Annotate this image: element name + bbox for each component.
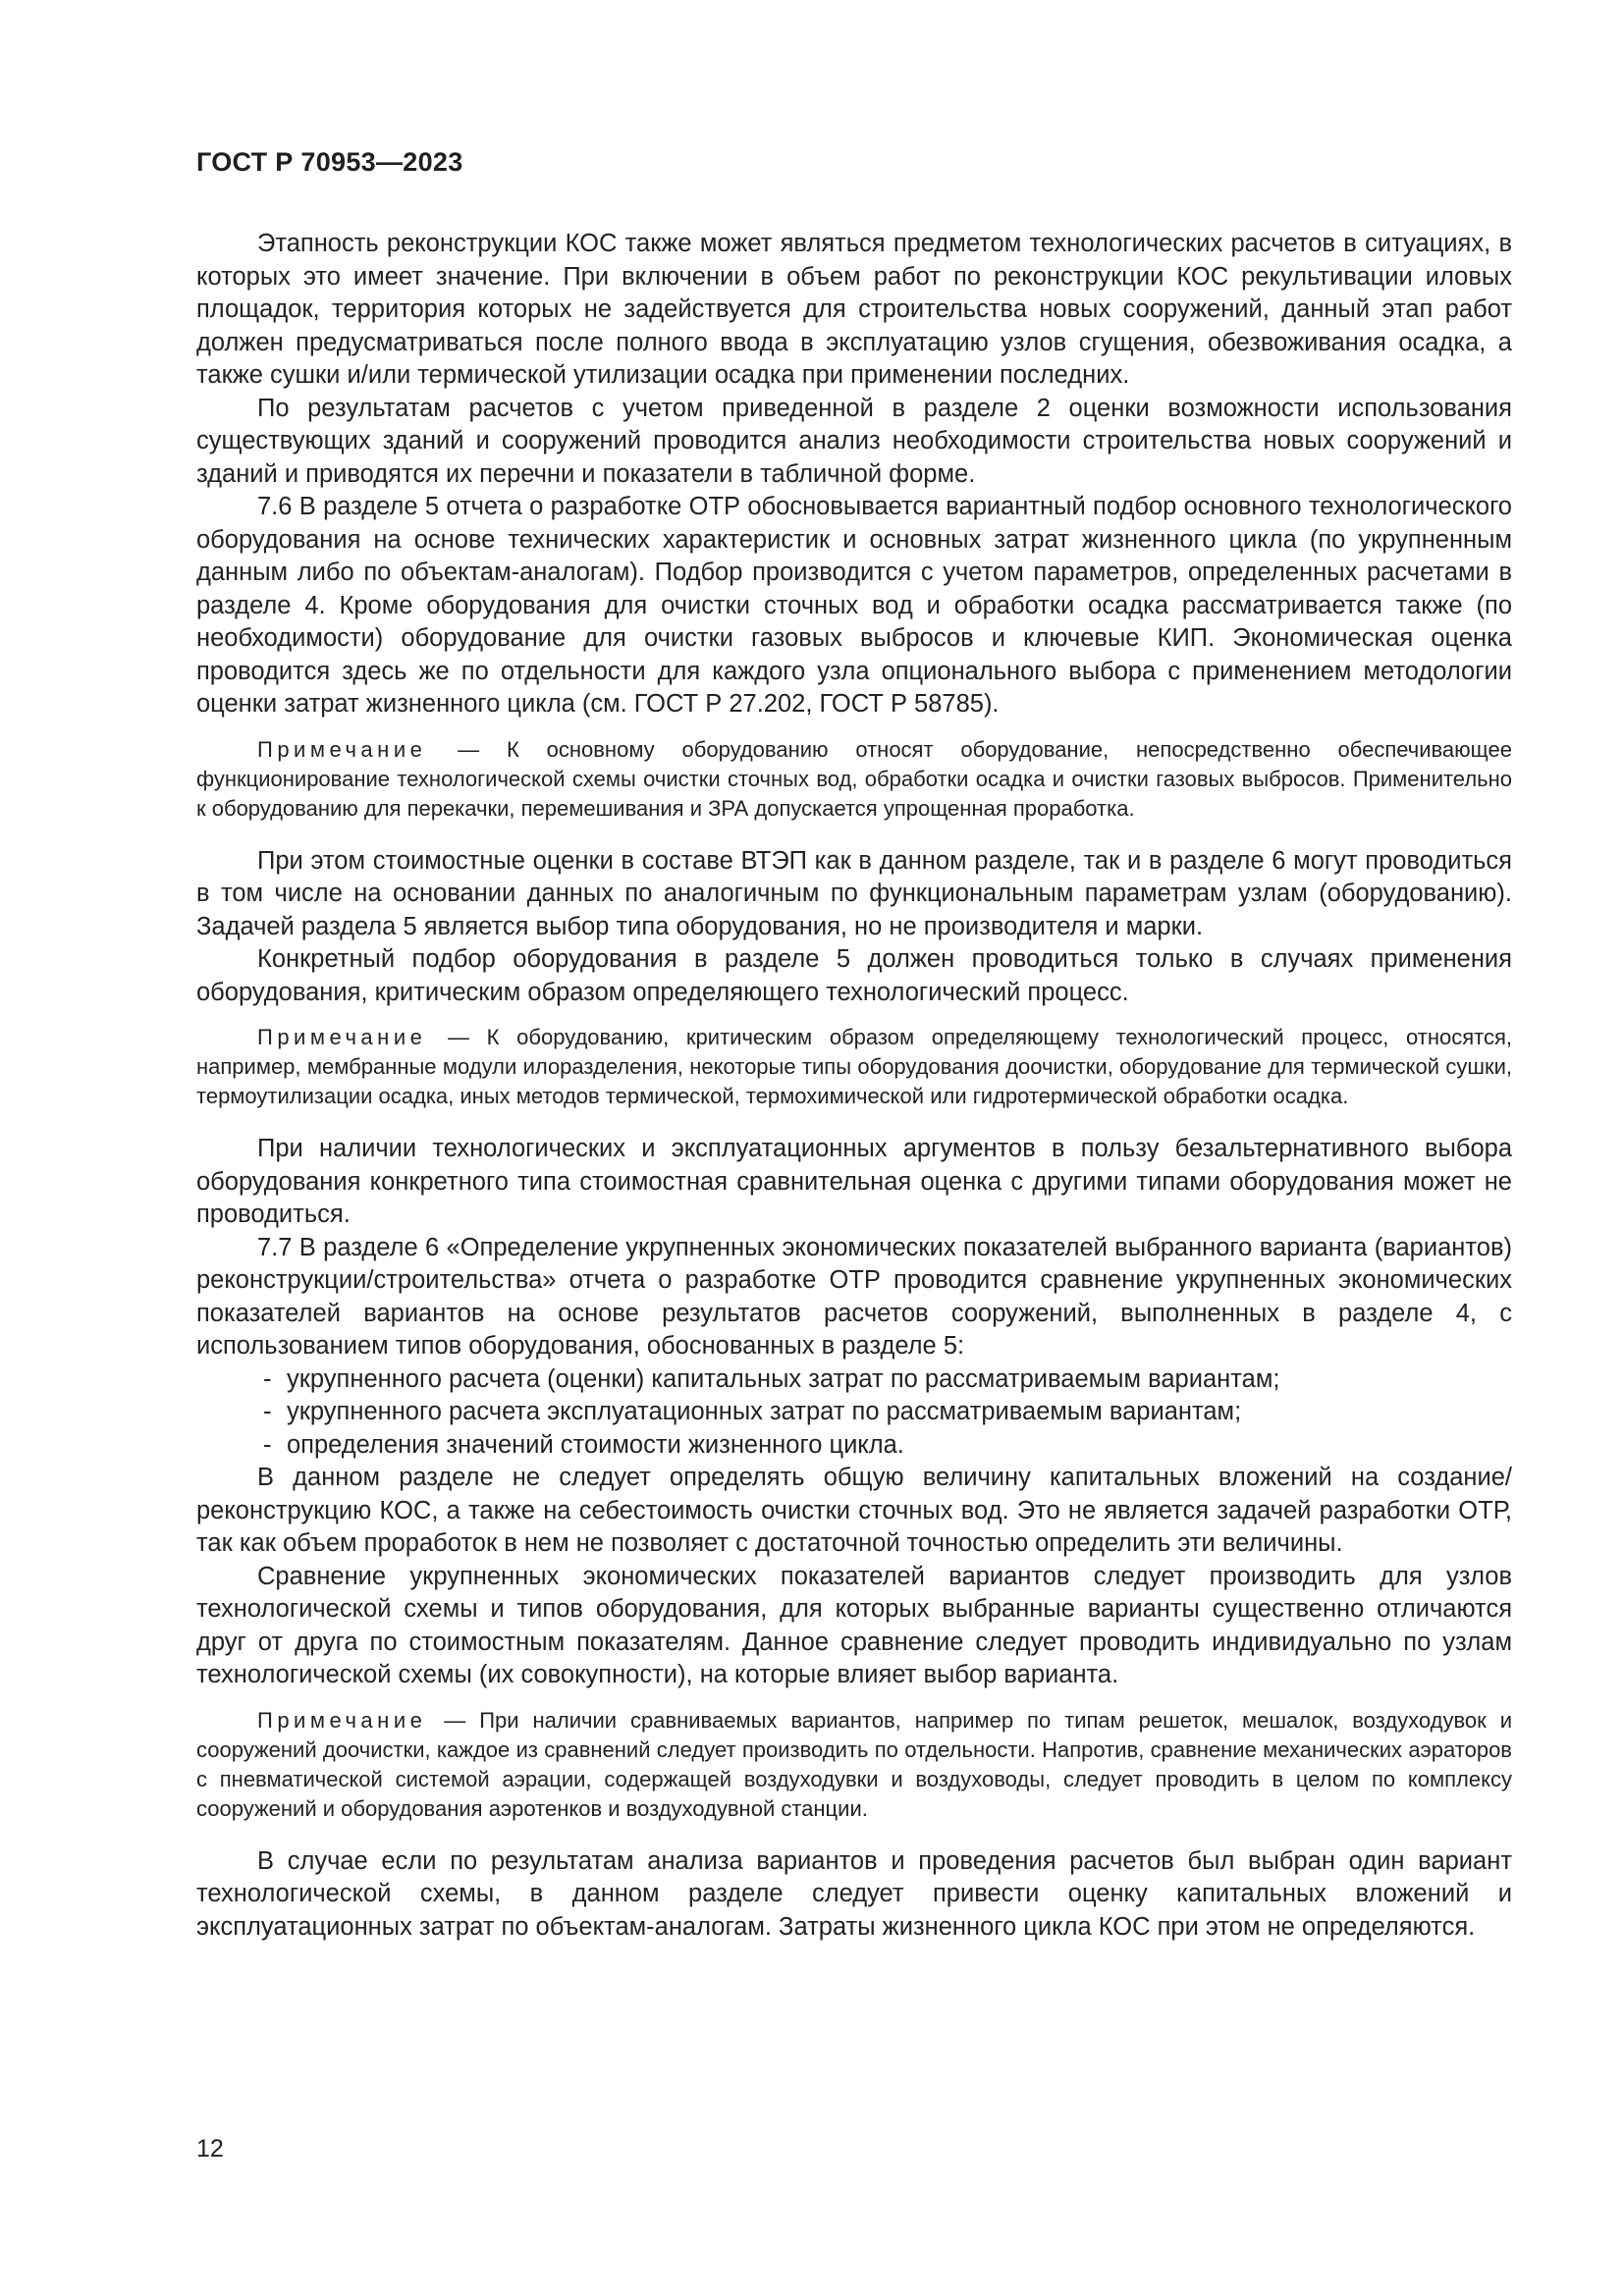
note-text: — К основному оборудованию относят оборудование, непосредственно обеспечивающее функционирование технологической схемы очистки сточных вод, обработки осадка и очистки газовых выбросов. Применительно к оборудованию для перекачки, перемешивания и ЗРА допускается упрощенная проработка. bbox=[196, 736, 1512, 821]
list-dash: - bbox=[263, 1364, 272, 1393]
paragraph-single-variant: В случае если по результатам анализа вариантов и проведения расчетов был выбран один вариант технологической схемы, в данном разделе следует привести оценку капитальных вложений и эксплуатационных затрат по объектам-аналогам. Затраты жизненного цикла КОС при этом не определяются. bbox=[196, 1846, 1512, 1941]
paragraph-comparison: Сравнение укрупненных экономических показателей вариантов следует производить для узлов технологической схемы и типов оборудования, для которых выбранные варианты существенно отличаются друг от друга по стоимостным показателям. Данное сравнение следует проводить индивидуально по узлам технологической схемы (их совокупности), на которые влияет выбор варианта. bbox=[196, 1562, 1512, 1688]
paragraph-capital-investment: В данном разделе не следует определять общую величину капитальных вложений на создание/реконструкцию КОС, а также на себестоимость очистки сточных вод. Это не является задачей разработки ОТР, так как объем проработок в нем не позволяет с достаточной точностью определить эти величины. bbox=[196, 1464, 1512, 1557]
list-item bbox=[196, 1429, 1512, 1463]
note-text: — К оборудованию, критическим образом определяющему технологический процесс, относятся, например, мембранные модули илоразделения, некоторые типы оборудования доочистки, оборудование для термической сушки, термоутилизации осадка, иных методов термической, термохимической или гидротермической обработки осадка. bbox=[196, 1025, 1512, 1108]
page-number: 12 bbox=[196, 2135, 224, 2163]
list-item bbox=[196, 1396, 1512, 1429]
paragraph-specific-selection: Конкретный подбор оборудования в разделе 5 должен проводиться только в случаях применения оборудования, критическим образом определяющего технологический процесс. bbox=[196, 945, 1512, 1006]
list-dash: - bbox=[263, 1398, 272, 1425]
paragraph-calculation-results: По результатам расчетов с учетом приведенной в разделе 2 оценки возможности использования существующих зданий и сооружений проводится анализ необходимости строительства новых сооружений и зданий и приводятся их перечни и показатели в табличной форме. bbox=[196, 394, 1512, 488]
paragraph-reconstruction-stages: Этапность реконструкции КОС также может являться предметом технологических расчетов в ситуациях, в которых это имеет значение. При включении в объем работ по реконструкции КОС рекультивации иловых площадок, территория которых не задействуется для строительства новых сооружений, данный этап работ должен предусматриваться после полного ввода в эксплуатацию узлов сгущения, обезвоживания осадка, а также сушки и/или термической утилизации осадка при применении последних. bbox=[196, 230, 1512, 389]
note-label: Примечание bbox=[257, 1707, 427, 1733]
list-item-text: укрупненного расчета (оценки) капитальных затрат по рассматриваемым вариантам; bbox=[287, 1364, 1280, 1393]
note-label: Примечание bbox=[257, 1025, 427, 1049]
note-main-equipment bbox=[196, 735, 1512, 824]
list-dash: - bbox=[263, 1430, 272, 1459]
list-item bbox=[196, 1363, 1512, 1397]
note-critical-equipment bbox=[196, 1023, 1512, 1111]
list-item-text: укрупненного расчета эксплуатационных затрат по рассматриваемым вариантам; bbox=[287, 1398, 1242, 1425]
note-text: — При наличии сравниваемых вариантов, например по типам решеток, мешалок, воздуходувок и сооружений доочистки, каждое из сравнений следует производить по отдельности. Напротив, сравнение механических аэраторов с пневматической системой аэрации, содержащей воздуходувки и воздуховоды, следует проводить в целом по комплексу сооружений и оборудования аэротенков и воздуходувной станции. bbox=[196, 1707, 1512, 1821]
paragraph-no-alternative: При наличии технологических и эксплуатационных аргументов в пользу безальтернативного выбора оборудования конкретного типа стоимостная сравнительная оценка с другими типами оборудования может не проводиться. bbox=[196, 1135, 1512, 1228]
paragraph-section-7-7: 7.7 В разделе 6 «Определение укрупненных экономических показателей выбранного варианта (вариантов) реконструкции/строительства» отчета о разработке ОТР проводится сравнение укрупненных экономических показателей вариантов на основе результатов расчетов сооружений, выполненных в разделе 4, с использованием типов оборудования, обоснованных в разделе 5: bbox=[196, 1233, 1512, 1360]
document-page bbox=[196, 147, 1512, 1944]
note-label: Примечание bbox=[257, 736, 427, 762]
document-code-header: ГОСТ Р 70953—2023 bbox=[196, 147, 463, 177]
note-comparison-variants bbox=[196, 1706, 1512, 1824]
paragraph-section-7-6: 7.6 В разделе 5 отчета о разработке ОТР обосновывается вариантный подбор основного технологического оборудования на основе технических характеристик и основных затрат жизненного цикла (по укрупненным данным либо по объектам-аналогам). Подбор производится с учетом параметров, определенных расчетами в разделе 4. Кроме оборудования для очистки сточных вод и обработки осадка рассматривается также (по необходимости) оборудование для очистки газовых выбросов и ключевые КИП. Экономическая оценка проводится здесь же по отдельности для каждого узла опционального выбора с применением методологии оценки затрат жизненного цикла (см. ГОСТ Р 27.202, ГОСТ Р 58785). bbox=[196, 493, 1512, 718]
list-item-text: определения значений стоимости жизненного цикла. bbox=[287, 1430, 904, 1459]
paragraph-cost-estimates: При этом стоимостные оценки в составе ВТЭП как в данном разделе, так и в разделе 6 могут проводиться в том числе на основании данных по аналогичным по функциональным параметрам узлам (оборудованию). Задачей раздела 5 является выбор типа оборудования, но не производителя и марки. bbox=[196, 846, 1512, 940]
